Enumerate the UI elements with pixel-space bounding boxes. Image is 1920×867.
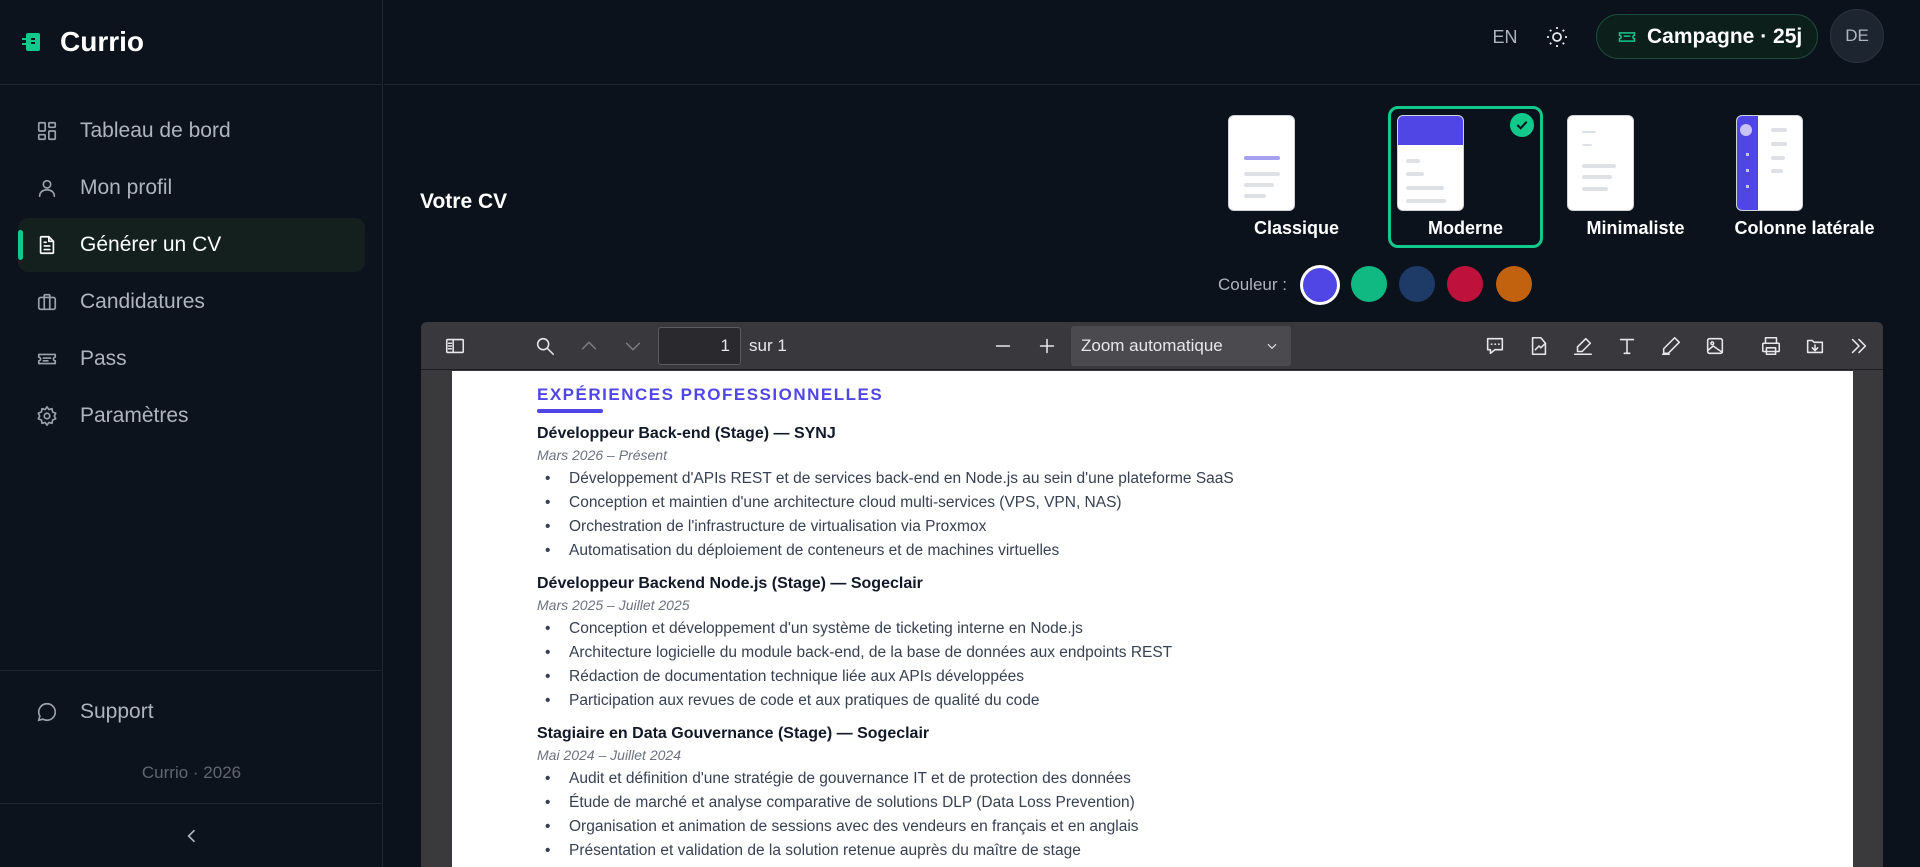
- brand[interactable]: [0, 0, 383, 85]
- bullet-item: • Architecture logicielle du module back-end, de la base de données aux endpoints REST: [537, 641, 1737, 665]
- job-entry: [537, 423, 1737, 563]
- chat-bubble-icon: [36, 701, 58, 723]
- sidebar-item-label: Candidatures: [80, 290, 205, 313]
- zoom-value: Zoom automatique: [1081, 336, 1223, 355]
- job-date: Mars 2026 – Présent: [537, 447, 667, 463]
- ticket-icon: [1617, 27, 1637, 47]
- job-bullets: [537, 617, 1737, 713]
- selected-check-icon: [1510, 113, 1534, 137]
- dashboard-icon: [36, 120, 58, 142]
- section-heading: EXPÉRIENCES PROFESSIONNELLES: [537, 385, 884, 404]
- previous-page-icon[interactable]: [575, 332, 603, 360]
- template-classique[interactable]: [1219, 106, 1374, 248]
- download-icon[interactable]: [1801, 332, 1829, 360]
- search-icon[interactable]: [531, 332, 559, 360]
- template-moderne[interactable]: [1388, 106, 1543, 248]
- sun-icon: [1545, 25, 1569, 49]
- campaign-badge[interactable]: [1596, 14, 1818, 59]
- job-title: Développeur Back-end (Stage) — SYNJ: [537, 425, 836, 442]
- theme-toggle[interactable]: [1542, 22, 1572, 52]
- text-icon[interactable]: [1613, 332, 1641, 360]
- sidebar-item-label: Générer un CV: [80, 233, 222, 256]
- pdf-page: [452, 371, 1853, 867]
- job-title: Développeur Backend Node.js (Stage) — Sogeclair: [537, 575, 923, 592]
- user-icon: [36, 177, 58, 199]
- support-link[interactable]: [18, 685, 365, 739]
- ticket-icon: [36, 348, 58, 370]
- sidebar-item-label: Paramètres: [80, 404, 189, 427]
- job-date: Mars 2025 – Juillet 2025: [537, 597, 690, 613]
- bullet-item: • Audit et définition d'une stratégie de gouvernance IT et de protection des données: [537, 767, 1737, 791]
- more-tools-icon[interactable]: [1845, 332, 1873, 360]
- color-swatch-orange[interactable]: [1496, 266, 1532, 302]
- color-label: Couleur :: [1218, 275, 1287, 294]
- bullet-item: • Automatisation du déploiement de conteneurs et de machines virtuelles: [537, 539, 1737, 563]
- brand-name: Currio: [60, 26, 144, 57]
- bullet-item: • Conception et maintien d'une architecture cloud multi-services (VPS, VPN, NAS): [537, 491, 1737, 515]
- sidebar-item-label: Mon profil: [80, 176, 173, 199]
- job-title: Stagiaire en Data Gouvernance (Stage) — Sogeclair: [537, 725, 930, 742]
- avatar[interactable]: DE: [1830, 9, 1884, 63]
- image-icon[interactable]: [1701, 332, 1729, 360]
- color-swatch-indigo[interactable]: [1303, 268, 1337, 302]
- page-title: Votre CV: [420, 190, 508, 213]
- template-label: Classique: [1253, 218, 1340, 238]
- job-entry: [537, 723, 1737, 863]
- comment-icon[interactable]: [1481, 332, 1509, 360]
- zoom-out-icon[interactable]: [989, 332, 1017, 360]
- collapse-sidebar-button[interactable]: [0, 803, 383, 867]
- bullet-item: • Participation aux revues de code et aux pratiques de qualité du code: [537, 689, 1737, 713]
- sidebar-item-settings[interactable]: [18, 389, 365, 443]
- chevron-down-icon: [1265, 339, 1279, 353]
- sidebar-item-dashboard[interactable]: [18, 104, 365, 158]
- draw-icon[interactable]: [1657, 332, 1685, 360]
- bullet-item: • Conception et développement d'un système de ticketing interne en Node.js: [537, 617, 1737, 641]
- template-label: Minimaliste: [1586, 218, 1685, 238]
- page-number-input[interactable]: [658, 327, 741, 365]
- section-underline: [537, 409, 603, 413]
- bullet-item: • Rédaction de documentation technique liée aux APIs développées: [537, 665, 1737, 689]
- zoom-in-icon[interactable]: [1033, 332, 1061, 360]
- page-count: sur 1: [749, 336, 787, 355]
- job-bullets: [537, 467, 1737, 563]
- print-icon[interactable]: [1757, 332, 1785, 360]
- template-thumbnail: [1397, 115, 1464, 211]
- sidebar-toggle-icon[interactable]: [441, 332, 469, 360]
- bullet-item: • Présentation et validation de la solution retenue auprès du maître de stage: [537, 839, 1737, 863]
- template-thumbnail: [1228, 115, 1295, 211]
- next-page-icon[interactable]: [619, 332, 647, 360]
- briefcase-icon: [36, 291, 58, 313]
- sidebar-item-generate-cv[interactable]: [18, 218, 365, 272]
- sidebar-item-profile[interactable]: [18, 161, 365, 215]
- bullet-item: • Orchestration de l'infrastructure de virtualisation via Proxmox: [537, 515, 1737, 539]
- sidebar-nav: [18, 104, 365, 446]
- job-bullets: [537, 767, 1737, 863]
- job-entry: [537, 573, 1737, 713]
- template-colonne-laterale[interactable]: [1727, 106, 1882, 248]
- template-minimaliste[interactable]: [1558, 106, 1713, 248]
- sidebar: [0, 0, 383, 867]
- gear-icon: [36, 405, 58, 427]
- language-toggle[interactable]: EN: [1492, 27, 1518, 47]
- sidebar-item-applications[interactable]: [18, 275, 365, 329]
- campaign-label: Campagne · 25j: [1647, 24, 1803, 48]
- job-date: Mai 2024 – Juillet 2024: [537, 747, 681, 763]
- zoom-select[interactable]: [1071, 326, 1291, 366]
- top-header: [384, 0, 1920, 85]
- bullet-item: • Organisation et animation de sessions avec des vendeurs en français et en anglais: [537, 815, 1737, 839]
- chevron-left-icon: [182, 826, 202, 846]
- sidebar-bottom: [0, 670, 383, 782]
- sign-icon[interactable]: [1525, 332, 1553, 360]
- color-swatch-navy[interactable]: [1399, 266, 1435, 302]
- highlight-icon[interactable]: [1569, 332, 1597, 360]
- pdf-viewer: [421, 322, 1883, 867]
- pdf-toolbar: [421, 322, 1883, 370]
- template-label: Colonne latérale: [1734, 218, 1875, 238]
- support-label: Support: [80, 700, 154, 723]
- color-swatch-crimson[interactable]: [1447, 266, 1483, 302]
- sidebar-item-pass[interactable]: [18, 332, 365, 386]
- sidebar-item-label: Pass: [80, 347, 127, 370]
- bullet-item: • Développement d'APIs REST et de services back-end en Node.js au sein d'une plateforme SaaS: [537, 467, 1737, 491]
- color-swatch-green[interactable]: [1351, 266, 1387, 302]
- template-thumbnail: [1736, 115, 1803, 211]
- template-thumbnail: [1567, 115, 1634, 211]
- bullet-item: • Étude de marché et analyse comparative de solutions DLP (Data Loss Prevention): [537, 791, 1737, 815]
- sidebar-footer: Currio · 2026: [141, 763, 242, 782]
- brand-logo-icon: [20, 30, 44, 54]
- document-icon: [36, 234, 58, 256]
- template-label: Moderne: [1427, 218, 1503, 238]
- sidebar-item-label: Tableau de bord: [80, 119, 231, 142]
